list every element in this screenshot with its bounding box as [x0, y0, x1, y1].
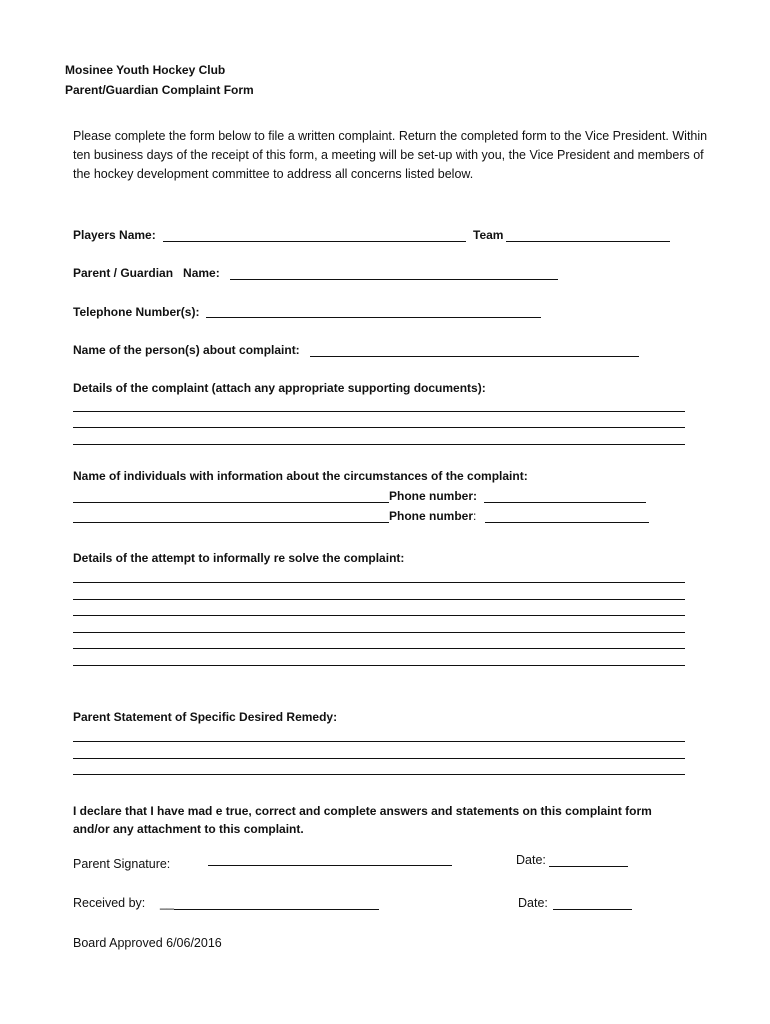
informal-attempt-label: Details of the attempt to informally re solve the complaint:	[73, 551, 405, 565]
individuals-label: Name of individuals with information about the circumstances of the complaint:	[73, 469, 528, 483]
phone-number-label-2-text: Phone number	[389, 509, 474, 523]
players-name-label: Players Name:	[73, 228, 156, 242]
informal-attempt-line[interactable]	[73, 582, 685, 583]
team-field[interactable]	[506, 241, 670, 242]
phone-number-label-1: Phone number:	[389, 489, 478, 503]
individual-name-field-2[interactable]	[73, 522, 389, 523]
remedy-label: Parent Statement of Specific Desired Remedy:	[73, 710, 338, 724]
team-label: Team	[473, 228, 504, 242]
telephone-field[interactable]	[206, 317, 541, 318]
person-about-field[interactable]	[310, 356, 639, 357]
phone-number-field-1[interactable]	[484, 502, 646, 503]
date-field-1[interactable]	[549, 866, 628, 867]
received-by-field[interactable]	[174, 909, 379, 910]
informal-attempt-line[interactable]	[73, 615, 685, 616]
remedy-line[interactable]	[73, 741, 685, 742]
received-by-label: Received by:	[73, 896, 146, 910]
parent-signature-label: Parent Signature:	[73, 857, 171, 871]
parent-guardian-name-label: Parent / Guardian Name:	[73, 266, 220, 280]
received-by-prefix: __	[160, 896, 174, 910]
phone-number-label-2	[389, 509, 476, 523]
details-line[interactable]	[73, 444, 685, 445]
details-label: Details of the complaint (attach any appropriate supporting documents):	[73, 381, 486, 395]
phone-number-field-2[interactable]	[485, 522, 649, 523]
informal-attempt-line[interactable]	[73, 648, 685, 649]
date-label-1: Date:	[516, 853, 546, 867]
players-name-field[interactable]	[163, 241, 466, 242]
individual-name-field-1[interactable]	[73, 502, 389, 503]
informal-attempt-line[interactable]	[73, 665, 685, 666]
form-title: Parent/Guardian Complaint Form	[65, 83, 254, 97]
declaration-line-2: and/or any attachment to this complaint.	[73, 822, 304, 836]
informal-attempt-line[interactable]	[73, 632, 685, 633]
telephone-label: Telephone Number(s):	[73, 305, 200, 319]
parent-guardian-name-field[interactable]	[230, 279, 558, 280]
intro-paragraph: Please complete the form below to file a written complaint. Return the completed form to the Vice President. Within ten business days of the receipt of this form, a meeting will be set-up with you, the Vice President and members of the hockey development committee to address all concerns listed below.	[73, 129, 708, 181]
details-line[interactable]	[73, 411, 685, 412]
informal-attempt-line[interactable]	[73, 599, 685, 600]
board-approved: Board Approved 6/06/2016	[73, 936, 222, 950]
parent-signature-field[interactable]	[208, 865, 452, 866]
declaration-line-1: I declare that I have mad e true, correct and complete answers and statements on this complaint form	[73, 804, 652, 818]
remedy-line[interactable]	[73, 758, 685, 759]
date-label-2: Date:	[518, 896, 548, 910]
org-name: Mosinee Youth Hockey Club	[65, 63, 226, 77]
person-about-label: Name of the person(s) about complaint:	[73, 343, 300, 357]
date-field-2[interactable]	[553, 909, 632, 910]
remedy-line[interactable]	[73, 774, 685, 775]
phone-number-colon-2: :	[473, 509, 477, 523]
details-line[interactable]	[73, 427, 685, 428]
